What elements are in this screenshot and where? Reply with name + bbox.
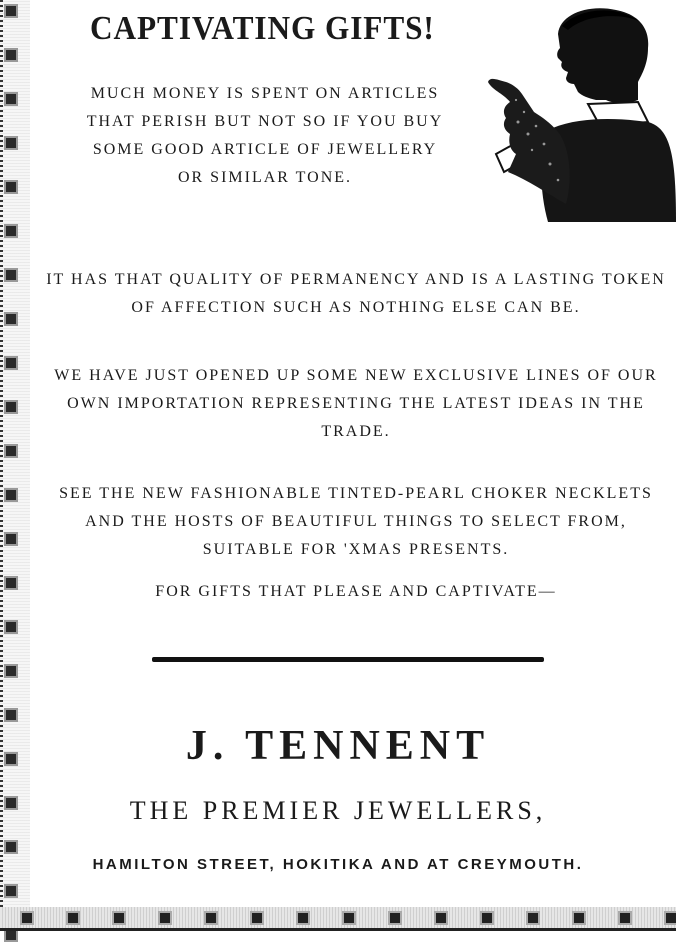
border-ornament-square <box>250 911 264 925</box>
paragraph-choker-necklets: SEE THE NEW FASHIONABLE TINTED-PEARL CHOKER NECKLETS AND THE HOSTS OF BEAUTIFUL THINGS TO SELECT FROM, SUITABLE FOR 'XMAS PRESENTS. <box>59 485 653 558</box>
border-ornament-square <box>434 911 448 925</box>
man-pointing-silhouette-illustration <box>488 4 676 222</box>
border-ornament-square <box>480 911 494 925</box>
border-ornament-square <box>4 532 18 546</box>
border-ornament-square <box>4 884 18 898</box>
border-ornament-square <box>296 911 310 925</box>
business-address: HAMILTON STREET, HOKITIKA AND AT CREYMOUTH. <box>92 856 584 873</box>
business-name: J. TENNENT <box>185 723 491 769</box>
border-ornament-square <box>664 911 676 925</box>
border-ornament-square <box>526 911 540 925</box>
decorative-border-bottom <box>0 907 676 931</box>
border-ornament-square <box>4 840 18 854</box>
border-ornament-square <box>4 444 18 458</box>
border-ornament-square <box>4 180 18 194</box>
border-ornament-square <box>4 268 18 282</box>
border-ornament-square <box>112 911 126 925</box>
border-dot-line <box>0 0 3 931</box>
decorative-border-left <box>0 0 30 931</box>
border-ornament-square <box>342 911 356 925</box>
border-ornament-square <box>4 576 18 590</box>
border-ornament-square <box>4 400 18 414</box>
border-ornament-square <box>4 92 18 106</box>
business-tagline: THE PREMIER JEWELLERS, <box>129 796 547 825</box>
paragraph-gifts-captivate: FOR GIFTS THAT PLEASE AND CAPTIVATE— <box>155 583 557 600</box>
advert-title: CAPTIVATING GIFTS! <box>90 10 435 47</box>
border-ornament-square <box>4 488 18 502</box>
paragraph-new-lines: WE HAVE JUST OPENED UP SOME NEW EXCLUSIVE LINES OF OUR OWN IMPORTATION REPRESENTING THE LATEST IDEAS IN THE TRADE. <box>54 367 658 440</box>
border-ornament-square <box>20 911 34 925</box>
intro-paragraph: MUCH MONEY IS SPENT ON ARTICLES THAT PERISH BUT NOT SO IF YOU BUY SOME GOOD ARTICLE OF JEWELLERY OR SIMILAR TONE. <box>86 85 444 186</box>
border-ornament-square <box>4 312 18 326</box>
border-ornament-square <box>158 911 172 925</box>
divider-rule <box>152 657 544 662</box>
border-ornament-square <box>204 911 218 925</box>
border-ornament-square <box>66 911 80 925</box>
border-ornament-square <box>388 911 402 925</box>
border-ornament-square <box>4 48 18 62</box>
border-ornament-square <box>4 620 18 634</box>
border-ornament-square <box>4 356 18 370</box>
border-ornament-square <box>4 224 18 238</box>
paragraph-permanency: IT HAS THAT QUALITY OF PERMANENCY AND IS A LASTING TOKEN OF AFFECTION SUCH AS NOTHING ELSE CAN BE. <box>46 271 666 316</box>
border-ornament-square <box>618 911 632 925</box>
border-ornament-square <box>572 911 586 925</box>
border-ornament-square <box>4 664 18 678</box>
border-ornament-square <box>4 708 18 722</box>
border-ornament-square <box>4 4 18 18</box>
border-ornament-square <box>4 136 18 150</box>
